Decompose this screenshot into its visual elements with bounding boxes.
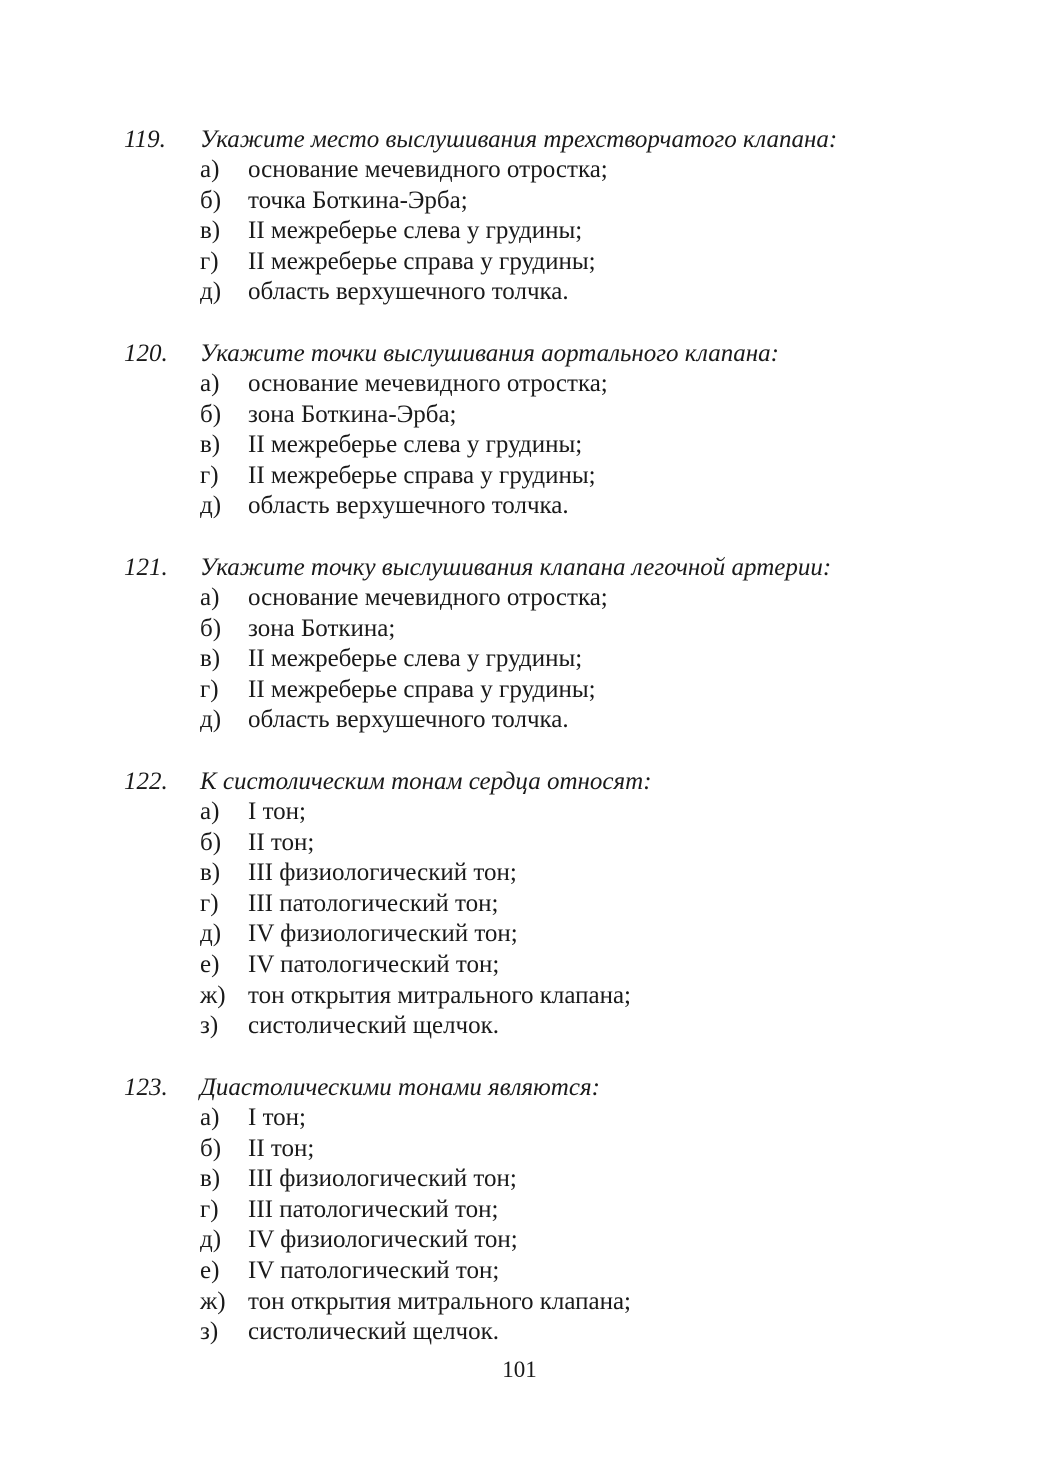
answer-option: [124, 461, 984, 492]
option-text: область верхушечного толчка.: [248, 278, 569, 306]
answer-options: [124, 369, 984, 522]
question-text: Укажите место выслушивания трехстворчатого клапана:: [200, 126, 838, 153]
option-letter: д): [200, 920, 222, 948]
option-letter: б): [200, 614, 222, 642]
option-letter: а): [200, 584, 220, 611]
option-text: III физиологический тон;: [248, 1165, 517, 1193]
question-text: Укажите точки выслушивания аортального клапана:: [200, 340, 779, 367]
option-text: III физиологический тон;: [248, 859, 517, 887]
question-header: [124, 552, 984, 583]
option-letter: б): [200, 1134, 222, 1162]
answer-options: [124, 797, 984, 1042]
answer-option: [124, 430, 984, 461]
option-letter: з): [200, 1012, 219, 1040]
answer-option: [124, 919, 984, 950]
answer-option: [124, 1134, 984, 1165]
option-text: зона Боткина;: [248, 614, 396, 642]
question-text: Диастолическими тонами являются:: [200, 1074, 600, 1101]
answer-option: [124, 583, 984, 614]
answer-option: [124, 1011, 984, 1042]
question-number: 122.: [124, 768, 168, 795]
option-text: II межреберье справа у грудины;: [248, 461, 596, 489]
option-letter: г): [200, 247, 219, 275]
answer-option: [124, 1164, 984, 1195]
answer-option: [124, 277, 984, 308]
option-letter: б): [200, 828, 222, 856]
question-header: [124, 338, 984, 369]
answer-option: [124, 247, 984, 278]
option-text: основание мечевидного отростка;: [248, 584, 608, 611]
option-letter: д): [200, 278, 222, 306]
option-letter: а): [200, 156, 220, 183]
answer-option: [124, 155, 984, 186]
question-120: [124, 338, 984, 522]
option-letter: а): [200, 798, 220, 825]
answer-option: [124, 705, 984, 736]
option-text: основание мечевидного отростка;: [248, 370, 608, 397]
option-letter: д): [200, 1226, 222, 1254]
answer-option: [124, 369, 984, 400]
question-number: 120.: [124, 340, 168, 367]
option-letter: д): [200, 492, 222, 520]
option-text: II межреберье слева у грудины;: [248, 217, 583, 245]
answer-option: [124, 614, 984, 645]
question-header: [124, 1072, 984, 1103]
answer-option: [124, 491, 984, 522]
option-text: IV физиологический тон;: [248, 920, 518, 948]
answer-option: [124, 797, 984, 828]
question-119: [124, 124, 984, 308]
option-text: II тон;: [248, 828, 315, 856]
answer-options: [124, 583, 984, 736]
question-text: К систолическим тонам сердца относят:: [200, 768, 652, 795]
answer-option: [124, 1256, 984, 1287]
question-number: 121.: [124, 554, 168, 581]
option-letter: а): [200, 1104, 220, 1131]
option-letter: в): [200, 1165, 221, 1193]
question-header: [124, 766, 984, 797]
option-text: I тон;: [248, 1104, 306, 1131]
answer-option: [124, 216, 984, 247]
question-text: Укажите точку выслушивания клапана легочной артерии:: [200, 554, 832, 581]
option-letter: ж): [200, 1287, 226, 1315]
option-text: систолический щелчок.: [248, 1318, 500, 1346]
option-text: II тон;: [248, 1134, 315, 1162]
option-text: I тон;: [248, 798, 306, 825]
answer-option: [124, 950, 984, 981]
option-text: область верхушечного толчка.: [248, 706, 569, 734]
answer-option: [124, 1287, 984, 1318]
option-letter: г): [200, 675, 219, 703]
option-text: тон открытия митрального клапана;: [248, 1287, 631, 1315]
option-text: область верхушечного толчка.: [248, 492, 569, 520]
option-text: II межреберье слева у грудины;: [248, 645, 583, 673]
option-text: IV патологический тон;: [248, 1256, 500, 1284]
option-letter: ж): [200, 981, 226, 1009]
option-text: II межреберье слева у грудины;: [248, 431, 583, 459]
answer-option: [124, 1225, 984, 1256]
option-letter: е): [200, 950, 220, 978]
option-letter: в): [200, 859, 221, 887]
page-number: 101: [502, 1357, 537, 1382]
option-letter: е): [200, 1256, 220, 1284]
option-letter: д): [200, 706, 222, 734]
option-letter: в): [200, 431, 221, 459]
question-122: [124, 766, 984, 1042]
option-letter: б): [200, 400, 222, 428]
question-121: [124, 552, 984, 736]
option-text: II межреберье справа у грудины;: [248, 675, 596, 703]
option-letter: в): [200, 217, 221, 245]
option-text: тон открытия митрального клапана;: [248, 981, 631, 1009]
option-letter: а): [200, 370, 220, 397]
answer-option: [124, 1317, 984, 1348]
option-letter: г): [200, 1195, 219, 1223]
option-text: III патологический тон;: [248, 889, 499, 917]
answer-option: [124, 858, 984, 889]
question-header: [124, 124, 984, 155]
answer-option: [124, 400, 984, 431]
answer-option: [124, 1103, 984, 1134]
option-text: III патологический тон;: [248, 1195, 499, 1223]
option-letter: г): [200, 461, 219, 489]
answer-option: [124, 644, 984, 675]
option-letter: г): [200, 889, 219, 917]
option-text: систолический щелчок.: [248, 1012, 500, 1040]
answer-option: [124, 186, 984, 217]
option-text: зона Боткина-Эрба;: [248, 400, 457, 428]
option-text: II межреберье справа у грудины;: [248, 247, 596, 275]
option-text: IV физиологический тон;: [248, 1226, 518, 1254]
answer-option: [124, 828, 984, 859]
answer-option: [124, 981, 984, 1012]
option-letter: в): [200, 645, 221, 673]
answer-option: [124, 1195, 984, 1226]
option-letter: б): [200, 186, 222, 214]
option-text: основание мечевидного отростка;: [248, 156, 608, 183]
option-letter: з): [200, 1318, 219, 1346]
answer-option: [124, 675, 984, 706]
answer-options: [124, 1103, 984, 1348]
answer-options: [124, 155, 984, 308]
question-123: [124, 1072, 984, 1348]
answer-option: [124, 889, 984, 920]
option-text: IV патологический тон;: [248, 950, 500, 978]
question-number: 123.: [124, 1074, 168, 1101]
question-number: 119.: [124, 126, 166, 153]
option-text: точка Боткина-Эрба;: [248, 186, 468, 214]
